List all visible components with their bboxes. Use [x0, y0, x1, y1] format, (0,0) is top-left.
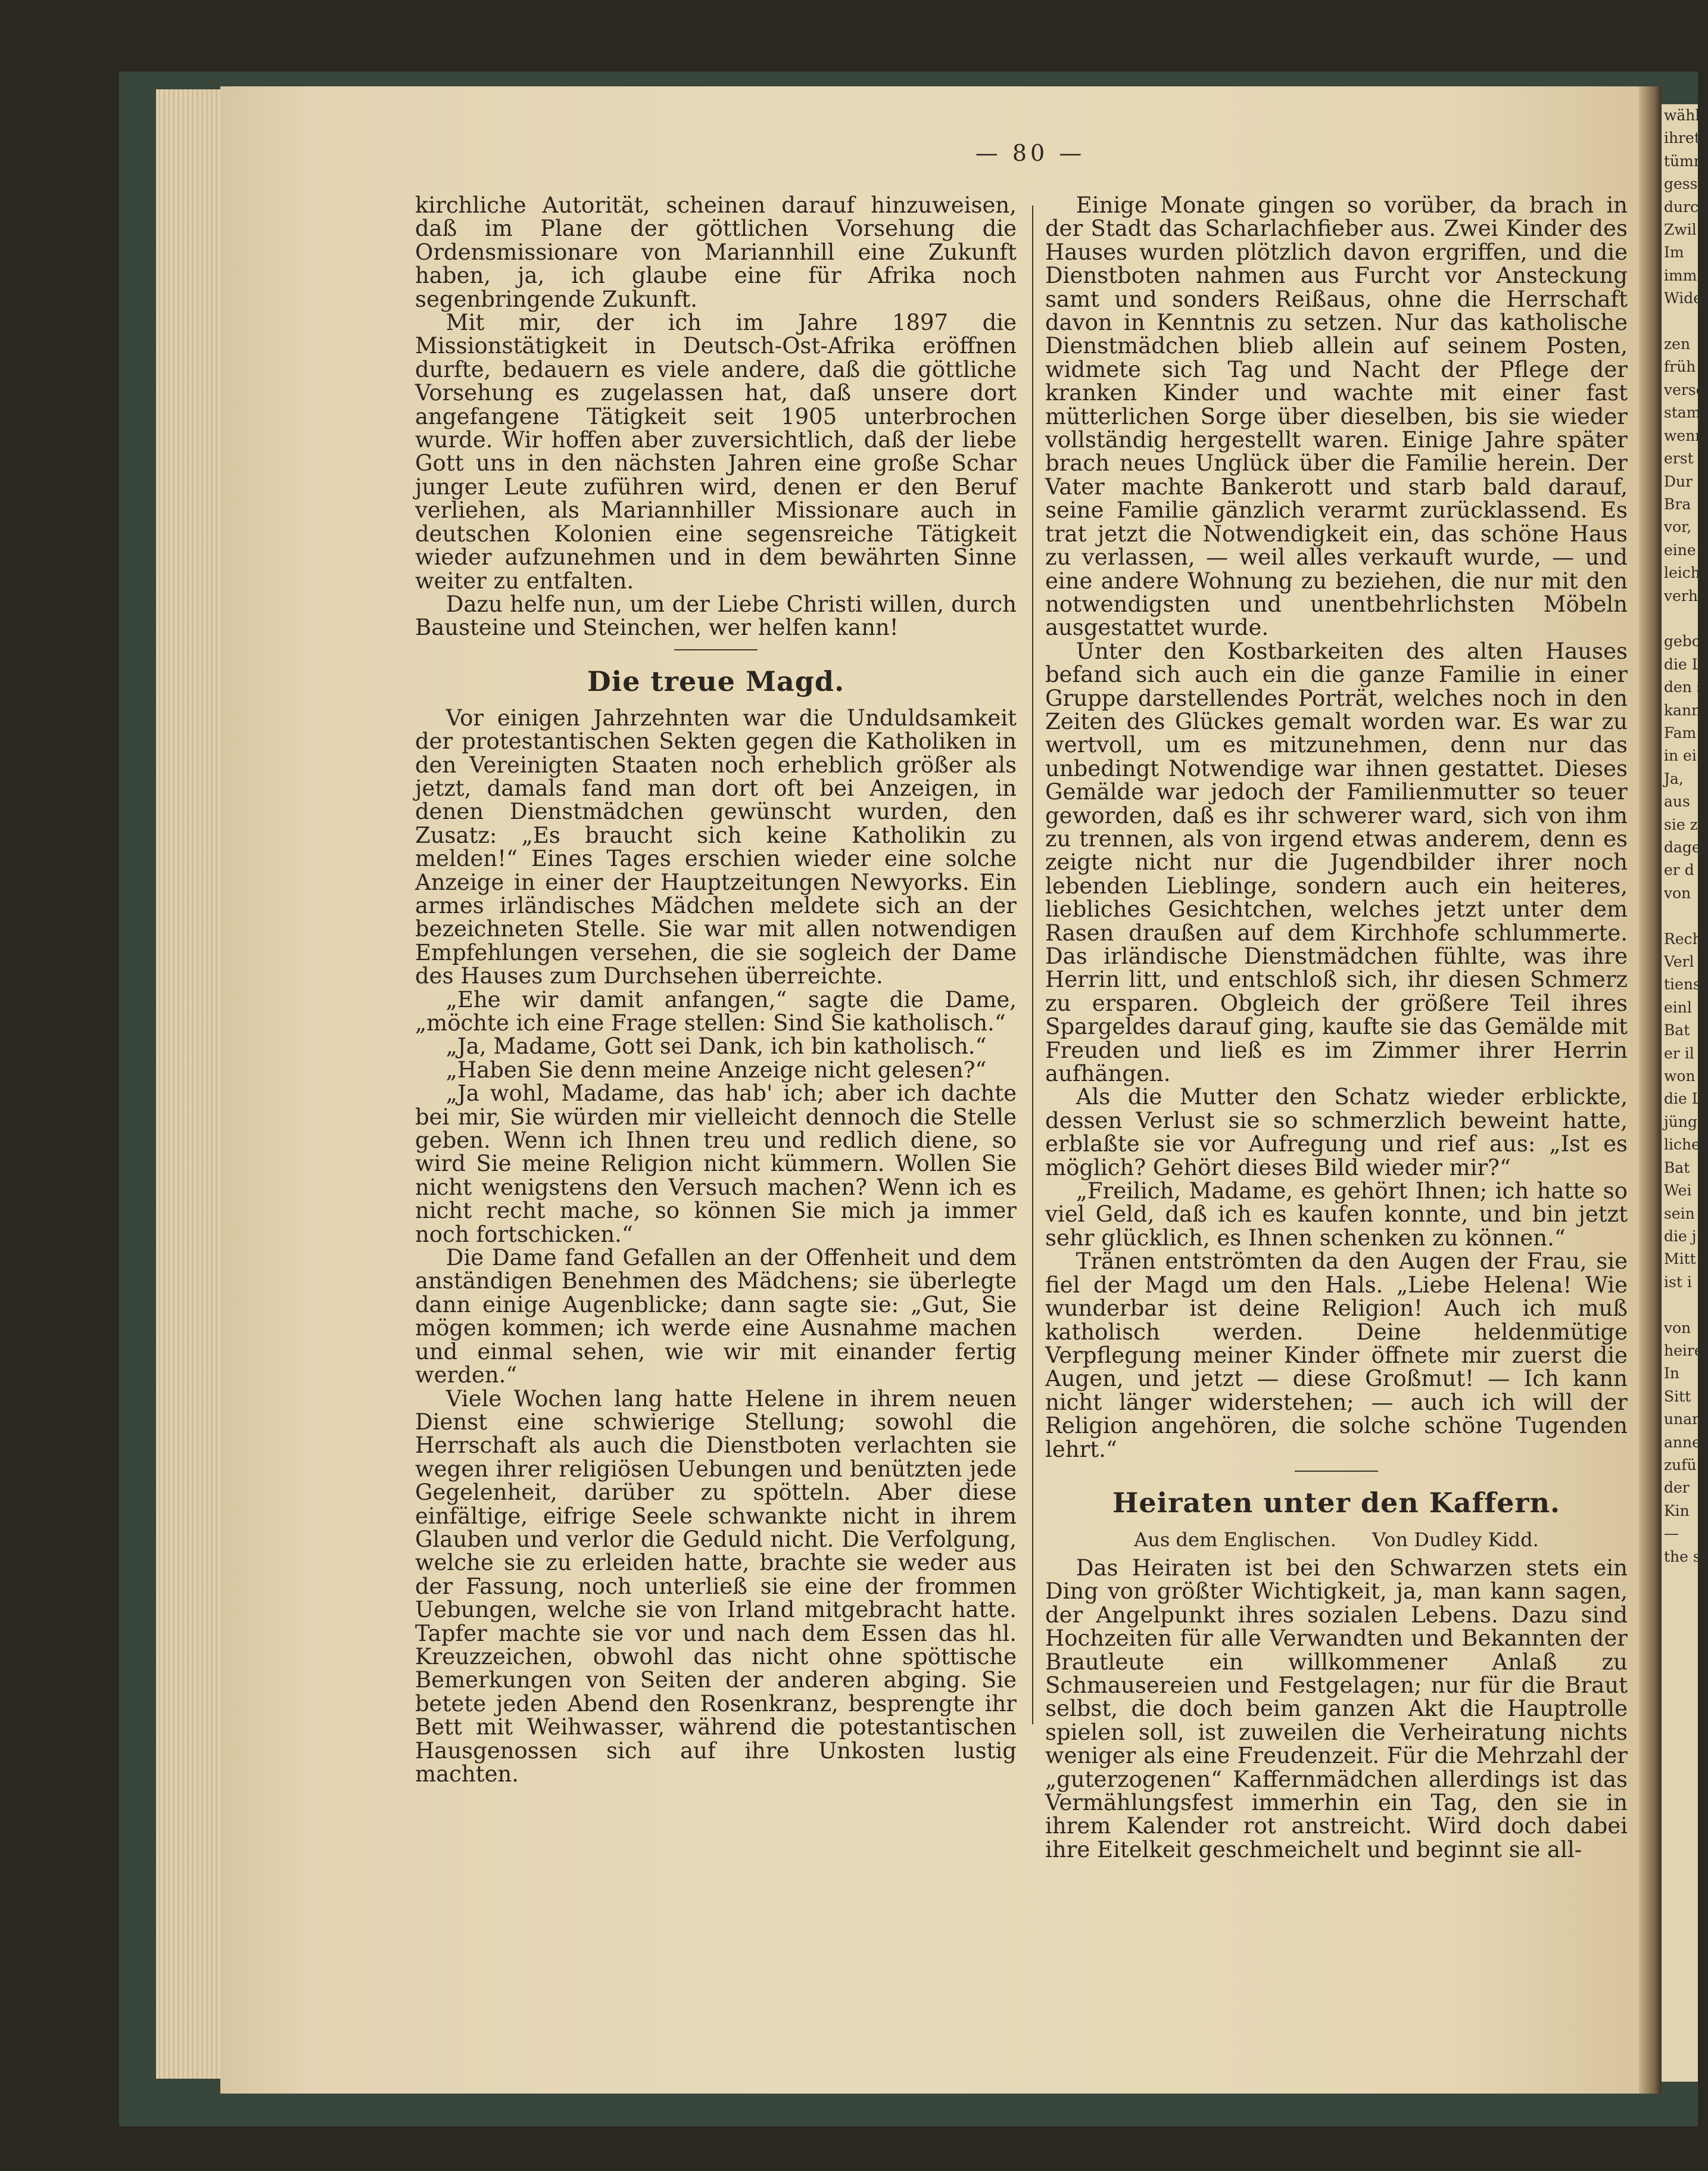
- facing-page-text: anne: [1664, 1433, 1701, 1451]
- facing-page-text: gesse: [1664, 175, 1707, 193]
- facing-page-text: imm: [1664, 266, 1697, 284]
- facing-page-text: Wei: [1664, 1182, 1692, 1200]
- facing-page-text: Im: [1664, 244, 1684, 261]
- facing-page-text: ihret: [1664, 129, 1700, 147]
- facing-page-text: den s: [1664, 678, 1704, 696]
- byline-source: Aus dem Englischen.: [1134, 1528, 1337, 1551]
- facing-page-text: [1662, 1294, 1698, 1316]
- facing-page-text: [1662, 608, 1698, 630]
- paragraph: „Ja, Madame, Gott sei Dank, ich bin katholisch.“: [445, 1033, 987, 1060]
- facing-page-text: zen: [1664, 335, 1691, 353]
- paragraph: Die Dame fand Gefallen an der Offenheit und dem anständigen Benehmen des Mädchens; sie überlegte dann einige Augenblicke; dann sagte sie: „Gut, Sie mögen kommen; ich werde eine Ausnahme machen und einmal sehen, wie wir mit einander fertig werden.“: [415, 1245, 1017, 1388]
- facing-page-text: unar: [1664, 1410, 1700, 1428]
- facing-page-text: eine: [1664, 541, 1696, 559]
- facing-page-text: vor,: [1664, 518, 1692, 536]
- facing-page-text: dage: [1664, 839, 1701, 856]
- facing-page-text: Sitt: [1664, 1387, 1691, 1405]
- article-byline: [1045, 1528, 1628, 1552]
- facing-page-text: gebo: [1664, 633, 1701, 650]
- facing-page-text: In: [1664, 1365, 1679, 1382]
- facing-page-text: er d: [1664, 861, 1694, 879]
- facing-page-text: er il: [1664, 1044, 1694, 1062]
- paragraph: „Ehe wir damit anfangen,“ sagte die Dame, „möchte ich eine Frage stellen: Sind Sie katholisch.“: [415, 986, 1017, 1036]
- facing-page-text: erst: [1664, 450, 1694, 468]
- facing-page-text: won: [1664, 1067, 1695, 1085]
- facing-page-text: einl: [1664, 998, 1692, 1016]
- section-rule: [674, 649, 758, 650]
- facing-page-text: der: [1664, 1479, 1690, 1497]
- facing-page-text: Mitt: [1664, 1250, 1696, 1268]
- page-edges: [156, 89, 227, 2079]
- facing-page-text: Fam: [1664, 724, 1697, 742]
- facing-page-text: Dur: [1664, 472, 1693, 490]
- article-title: Die treue Magd.: [587, 665, 845, 697]
- facing-page-text: zufü: [1664, 1456, 1697, 1474]
- facing-page-text: aus: [1664, 793, 1690, 811]
- facing-page-text: Ja,: [1664, 770, 1684, 787]
- facing-page-text: die L: [1664, 655, 1702, 673]
- facing-page-text: wenn: [1664, 426, 1705, 444]
- facing-page-text: jüng: [1664, 1113, 1697, 1130]
- page-number: — 80 —: [975, 140, 1086, 166]
- section-rule: [1295, 1471, 1378, 1472]
- paragraph: „Haben Sie denn meine Anzeige nicht gelesen?“: [445, 1057, 987, 1083]
- left-column: [415, 194, 1017, 1786]
- facing-page-text: Bra: [1664, 495, 1691, 513]
- paragraph: Als die Mutter den Schatz wieder erblickte, dessen Verlust sie so schmerzlich beweint hatte, erblaßte sie vor Aufregung und rief aus: „Ist es möglich? Gehört dieses Bild wieder mir?“: [1045, 1084, 1628, 1180]
- paragraph: Dazu helfe nun, um der Liebe Christi willen, durch Bausteine und Steinchen, wer helfen kann!: [415, 591, 1017, 641]
- column-divider: [1032, 205, 1033, 1724]
- facing-page-text: Wide: [1664, 289, 1703, 307]
- paragraph: Das Heiraten ist bei den Schwarzen stets ein Ding von größter Wichtigkeit, ja, man kann sagen, der Angelpunkt ihres sozialen Lebens. Dazu sind Hochzeiten für alle Verwandten und Bekannten der Brautleute ein willkommener Anlaß zu Schmausereien und Festgelagen; nur für die Braut selbst, die doch beim ganzen Akt die Hauptrolle spielen soll, ist zuweilen die Verheiratung nichts weniger als eine Freudenzeit. Für die Mehrzahl der „guterzogenen“ Kaffernmädchen allerdings ist das Vermählungsfest immerhin ein Tag, den sie in ihrem Kalender rot anstreicht. Wird doch dabei ihre Eitelkeit geschmeichelt und beginnt sie all-: [1045, 1555, 1628, 1862]
- facing-page-text: die L: [1664, 1090, 1702, 1108]
- facing-page-text: tümn: [1664, 152, 1703, 170]
- article-title: Heiraten unter den Kaffern.: [1112, 1486, 1561, 1519]
- facing-page-text: von: [1664, 884, 1691, 902]
- paragraph: Vor einigen Jahrzehnten war die Unduldsamkeit der protestantischen Sekten gegen die Katholiken in den Vereinigten Staaten noch erheblich größer als jetzt, damals fand man dort oft bei Anzeigen, in denen Dienstmädchen gewünscht wurden, den Zusatz: „Es braucht sich keine Katholikin zu melden!“ Eines Tages erschien wieder eine solche Anzeige in einer der Hauptzeitungen Newyorks. Ein armes irländisches Mädchen meldete sich an der bezeichneten Stelle. Sie war mit allen notwendigen Empfehlungen versehen, die sie sogleich der Dame des Hauses zum Durchsehen überreichte.: [415, 705, 1017, 989]
- facing-page-text: leich: [1664, 564, 1700, 582]
- facing-page-text: the s: [1664, 1547, 1701, 1565]
- facing-page-text: von: [1664, 1319, 1691, 1337]
- facing-page-text: Rech: [1664, 930, 1702, 948]
- facing-page-text: Zwil: [1664, 221, 1697, 239]
- facing-page-text: durch: [1664, 198, 1708, 216]
- facing-page-text: kann: [1664, 701, 1701, 719]
- facing-page-fragment: [1662, 104, 1708, 2082]
- paragraph: Unter den Kostbarkeiten des alten Hauses befand sich auch ein die ganze Familie in einer Gruppe darstellendes Porträt, welches noch in den Zeiten des Glückes gemalt worden war. Es war zu wertvoll, um es mitzunehmen, denn nur das unbedingt Notwendige war ihnen gestattet. Dieses Gemälde war jedoch der Familienmutter so teuer geworden, daß es ihr schwerer ward, sich von ihm zu trennen, als von irgend etwas anderem, denn es zeigte nicht nur die Jugendbilder ihrer noch lebenden Lieblinge, sondern auch ein heiteres, liebliches Gesichtchen, welches jetzt unter dem Rasen draußen auf dem Kirchhofe schlummerte. Das irländische Dienstmädchen fühlte, was ihre Herrin litt, und entschloß sich, ihr diesen Schmerz zu ersparen. Obgleich der größere Teil ihres Spargeldes darauf ging, kaufte sie das Gemälde mit Freuden und ließ es im Zimmer ihrer Herrin aufhängen.: [1045, 638, 1628, 1087]
- facing-page-text: Kin: [1664, 1502, 1690, 1519]
- book-gutter: [1639, 86, 1662, 2094]
- facing-page-text: die j: [1664, 1227, 1697, 1245]
- facing-page-text: verh: [1664, 587, 1698, 605]
- facing-page-text: sein: [1664, 1204, 1695, 1222]
- paragraph: Einige Monate gingen so vorüber, da brach in der Stadt das Scharlachfieber aus. Zwei Kinder des Hauses wurden plötzlich davon ergriffen, und die Dienstboten nahmen aus Furcht vor Ansteckung samt und sonders Reißaus, ohne die Herrschaft davon in Kenntnis zu setzen. Nur das katholische Dienstmädchen blieb allein auf seinem Posten, widmete sich Tag und Nacht der Pflege der kranken Kinder und wachte mit einer fast mütterlichen Sorge über dieselben, bis sie wieder vollständig hergestellt waren. Einige Jahre später brach neues Unglück über die Familie herein. Der Vater machte Bankerott und starb bald darauf, seine Familie gänzlich verarmt zurücklassend. Es trat jetzt die Notwendigkeit ein, das schöne Haus zu verlassen, — weil alles verkauft wurde, — und eine andere Wohnung zu beziehen, die nur mit den notwendigsten und unentbehrlichsten Möbeln ausgestattet wurde.: [1045, 192, 1628, 641]
- paragraph: Tränen entströmten da den Augen der Frau, sie fiel der Magd um den Hals. „Liebe Helena! Wie wunderbar ist deine Religion! Auch ich muß katholisch werden. Deine heldenmütige Verpflegung meiner Kinder öffnete mir zuerst die Augen, und jetzt — diese Großmut! — Ich kann nicht länger widerstehen; — auch ich will der Religion angehören, die solche schöne Tugenden lehrt.“: [1045, 1248, 1628, 1462]
- facing-page-text: Verl: [1664, 953, 1694, 971]
- facing-page-text: sie z: [1664, 815, 1698, 833]
- paragraph: Viele Wochen lang hatte Helene in ihrem neuen Dienst eine schwierige Stellung; sowohl die Herrschaft als auch die Dienstboten verlachten sie wegen ihrer religiösen Uebungen und benützten jede Gegelenheit, darüber zu spötteln. Aber diese einfältige, eifrige Seele schwankte nicht in ihrem Glauben und verlor die Geduld nicht. Die Verfolgung, welche sie zu erleiden hatte, brachte sie weder aus der Fassung, noch unterließ sie eine der frommen Uebungen, welche sie von Irland mitgebracht hatte. Tapfer machte sie vor und nach dem Essen das hl. Kreuzzeichen, obwohl das nicht ohne spöttische Bemerkungen von Seiten der anderen abging. Sie betete jeden Abend den Rosenkranz, besprengte ihr Bett mit Weihwasser, während die potestantischen Hausgenossen sich auf ihre Unkosten lustig machten.: [415, 1385, 1017, 1787]
- facing-page-text: Bat: [1664, 1021, 1690, 1039]
- facing-page-text: früh: [1664, 358, 1696, 376]
- facing-page-text: tiens: [1664, 976, 1701, 993]
- paragraph: „Freilich, Madame, es gehört Ihnen; ich hatte so viel Geld, daß ich es kaufen konnte, und bin jetzt sehr glücklich, es Ihnen schenken zu können.“: [1045, 1178, 1628, 1251]
- facing-page-text: wähl: [1664, 107, 1700, 124]
- byline-author: Von Dudley Kidd.: [1372, 1528, 1539, 1551]
- right-column: [1045, 194, 1628, 1861]
- facing-page-text: ist i: [1664, 1273, 1692, 1291]
- facing-page-text: [1662, 905, 1698, 927]
- facing-page-text: heire: [1664, 1341, 1703, 1359]
- facing-page-text: Bat: [1664, 1158, 1690, 1176]
- facing-page-text: in ei: [1664, 747, 1697, 765]
- paragraph: kirchliche Autorität, scheinen darauf hinzuweisen, daß im Plane der göttlichen Vorsehung die Ordensmissionare von Mariannhill eine Zukunft haben, ja, ich glaube eine für Afrika noch segenbringende Zukunft.: [415, 192, 1017, 312]
- facing-page-text: versc: [1664, 381, 1704, 398]
- facing-page-text: stam: [1664, 404, 1701, 422]
- facing-page-text: —: [1664, 1525, 1679, 1543]
- paragraph: „Ja wohl, Madame, das hab' ich; aber ich dachte bei mir, Sie würden mir vielleicht dennoch die Stelle geben. Wenn ich Ihnen treu und redlich diene, so wird Sie meine Religion nicht kümmern. Wollen Sie nicht wenigstens den Versuch machen? Wenn ich es nicht recht mache, so können Sie mich ja immer noch fortschicken.“: [415, 1080, 1017, 1247]
- facing-page-text: [1662, 310, 1698, 333]
- facing-page-text: liche: [1664, 1136, 1700, 1154]
- paragraph: Mit mir, der ich im Jahre 1897 die Missionstätigkeit in Deutsch-Ost-Afrika eröffnen durfte, bedauern es viele andere, daß die göttliche Vorsehung es zugelassen hat, daß unsere dort angefangene Tätigkeit seit 1905 unterbrochen wurde. Wir hoffen aber zuversichtlich, daß der liebe Gott uns in den nächsten Jahren eine große Schar junger Leute zuführen wird, denen er den Beruf verliehen, als Mariannhiller Missionare auch in deutschen Kolonien eine segensreiche Tätigkeit wieder aufzunehmen und in dem bewährten Sinne weiter zu entfalten.: [415, 310, 1017, 594]
